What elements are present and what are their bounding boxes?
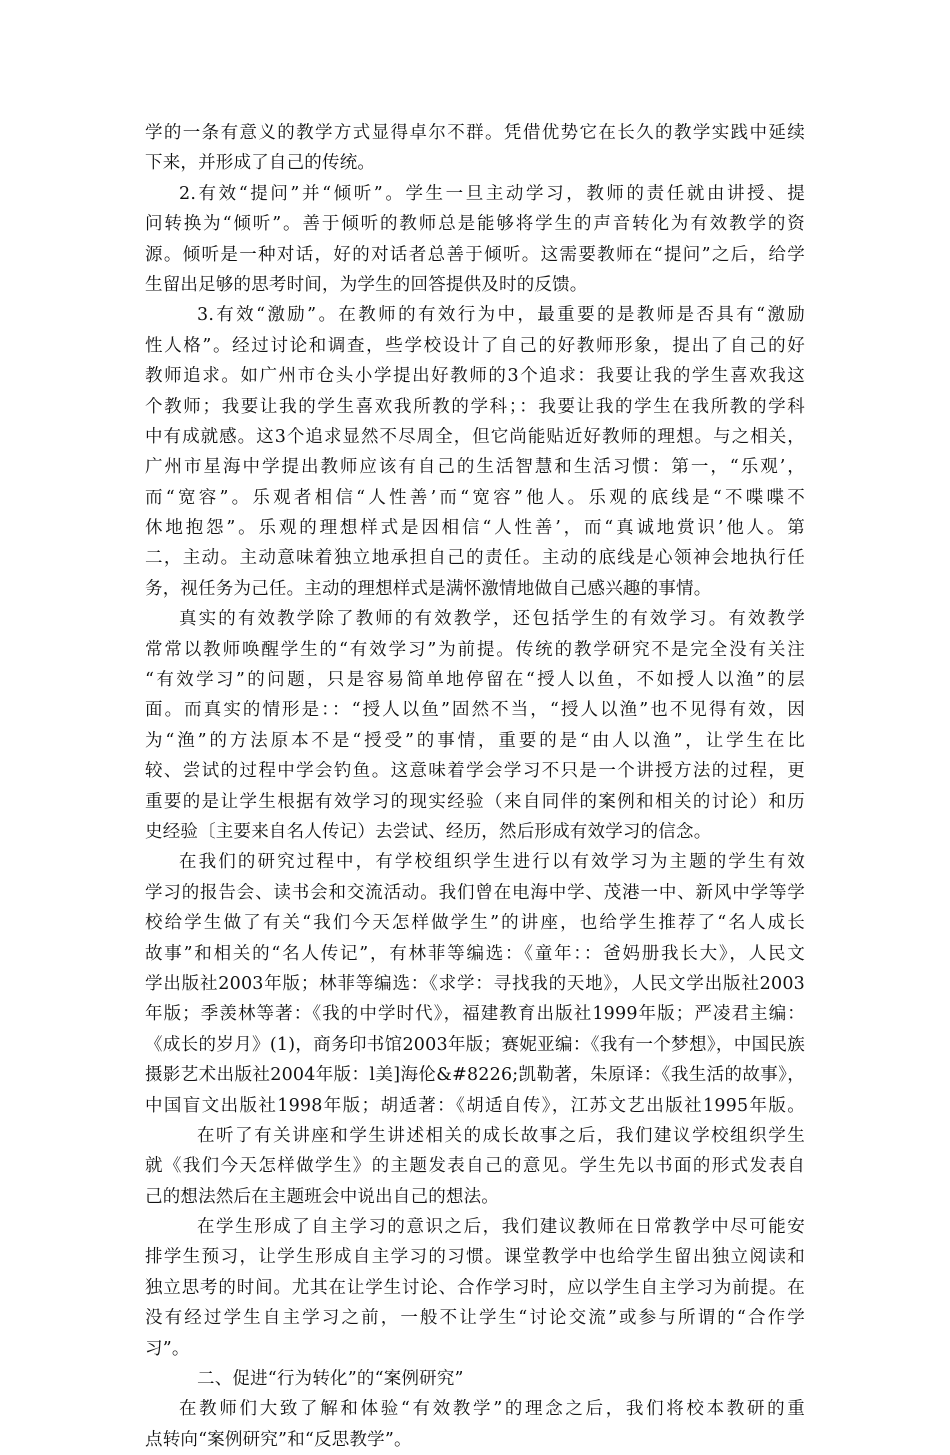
text-line: 学习的报告会、读书会和交流活动。我们曾在电海中学、茂港一中、新风中学等学 xyxy=(145,882,805,903)
text-line: 性人格”。经过讨论和调查，些学校设计了自己的好教师形象，提出了自己的好 xyxy=(145,335,805,356)
text-line: 二，主动。主动意味着独立地承担自己的责任。主动的底线是心领神会地执行任 xyxy=(145,548,805,569)
text-line: 就《我们今天怎样做学生》的主题发表自己的意见。学生先以书面的形式发表自 xyxy=(145,1156,805,1177)
text-line: 重要的是让学生根据有效学习的现实经验（来自同伴的案例和相关的讨论）和历 xyxy=(145,791,805,812)
text-line: 广州市星海中学提出教师应该有自己的生活智慧和生活习惯：第一，“乐观’， xyxy=(145,457,805,478)
text-line: 生留出足够的思考时间，为学生的回答提供及时的反馈。 xyxy=(145,274,588,295)
text-line: 休地抱怨”。乐观的理想样式是因相信“人性善’，而“真诚地赏识’他人。第 xyxy=(145,518,805,539)
text-line: 校给学生做了有关“我们今天怎样做学生”的讲座，也给学生推荐了“名人成长 xyxy=(145,913,805,934)
text-line: 摄影艺术出版社2004年版：l美]海伦&#8226;凯勒著，朱原译：《我生活的故事》， xyxy=(145,1065,805,1086)
text-line: 较、尝试的过程中学会钓鱼。这意味着学会学习不只是一个讲授方法的过程，更 xyxy=(145,761,805,782)
text-line: 务，视任务为己任。主动的理想样式是满怀激情地做自己感兴趣的事情。 xyxy=(145,578,712,599)
text-line: 史经验〔主要来自名人传记）去尝试、经历，然后形成有效学习的信念。 xyxy=(145,821,712,842)
text-line: 而“宽容”。乐观者相信“人性善’而“宽容”他人。乐观的底线是“不喋喋不 xyxy=(145,487,805,508)
text-line: 在教师们大致了解和体验“有效教学”的理念之后，我们将校本教研的重 xyxy=(179,1399,805,1420)
text-line: 己的想法然后在主题班会中说出自己的想法。 xyxy=(145,1186,499,1207)
text-line: 点转向“案例研究”和“反思教学”。 xyxy=(145,1429,412,1450)
text-line: 2.有效“提问”并“倾听”。学生一旦主动学习，教师的责任就由讲授、提 xyxy=(179,183,805,204)
text-line: 在我们的研究过程中，有学校组织学生进行以有效学习为主题的学生有效 xyxy=(179,852,805,873)
document-body xyxy=(145,118,805,1455)
text-line: 个教师；我要让我的学生喜欢我所教的学科；：我要让我的学生在我所教的学科 xyxy=(145,396,805,417)
text-line: 年版；季羡林等著：《我的中学时代》，福建教育出版社1999年版；严凌君主编： xyxy=(145,1004,805,1025)
text-line: 故事”和相关的“名人传记”，有林菲等编选：《童年：：爸妈册我长大》，人民文 xyxy=(145,943,805,964)
text-line: 下来，并形成了自己的传统。 xyxy=(145,153,376,174)
text-line: 《成长的岁月》(1)，商务印书馆2003年版；赛妮亚编：《我有一个梦想》，中国民族 xyxy=(145,1034,805,1055)
text-line: 没有经过学生自主学习之前，一般不让学生“讨论交流”或参与所谓的“合作学 xyxy=(145,1308,805,1329)
text-line: 源。倾听是一种对话，好的对话者总善于倾听。这需要教师在“提问”之后，给学 xyxy=(145,244,805,265)
text-line: 排学生预习，让学生形成自主学习的习惯。课堂教学中也给学生留出独立阅读和 xyxy=(145,1247,805,1268)
text-line: 独立思考的时间。尤其在让学生讨论、合作学习时，应以学生自主学习为前提。在 xyxy=(145,1277,805,1298)
text-line: 中有成就感。这3个追求显然不尽周全，但它尚能贴近好教师的理想。与之相关， xyxy=(145,426,805,447)
section-heading: 二、促进“行为转化”的“案例研究” xyxy=(197,1369,464,1390)
text-line: 在听了有关讲座和学生讲述相关的成长故事之后，我们建议学校组织学生 xyxy=(197,1125,805,1146)
text-line: 学的一条有意义的教学方式显得卓尔不群。凭借优势它在长久的教学实践中延续 xyxy=(145,123,805,143)
text-line: 教师追求。如广州市仓头小学提出好教师的3个追求：我要让我的学生喜欢我这 xyxy=(145,366,805,387)
text-line: 为“渔”的方法原本不是“授受”的事情，重要的是“由人以渔”，让学生在比 xyxy=(145,730,805,751)
text-line: 问转换为“倾听”。善于倾听的教师总是能够将学生的声音转化为有效教学的资 xyxy=(145,214,805,235)
text-line: 3.有效“激励”。在教师的有效行为中，最重要的是教师是否具有“激励 xyxy=(197,305,805,326)
text-line: 学出版社2003年版；林菲等编选：《求学：寻找我的天地》，人民文学出版社2003 xyxy=(145,973,805,994)
text-line: 面。而真实的情形是：：“授人以鱼”固然不当，“授人以渔”也不见得有效，因 xyxy=(145,700,805,721)
text-line: “有效学习”的问题，只是容易简单地停留在“授人以鱼，不如授人以渔”的层 xyxy=(145,670,805,691)
text-line: 在学生形成了自主学习的意识之后，我们建议教师在日常教学中尽可能安 xyxy=(197,1217,805,1238)
text-line: 习”。 xyxy=(145,1338,190,1359)
text-line: 中国盲文出版社1998年版；胡适著：《胡适自传》，江苏文艺出版社1995年版。 xyxy=(145,1095,805,1116)
text-line: 常常以教师唤醒学生的“有效学习”为前提。传统的教学研究不是完全没有关注 xyxy=(145,639,805,660)
text-line: 真实的有效教学除了教师的有效教学，还包括学生的有效学习。有效教学 xyxy=(179,609,805,630)
